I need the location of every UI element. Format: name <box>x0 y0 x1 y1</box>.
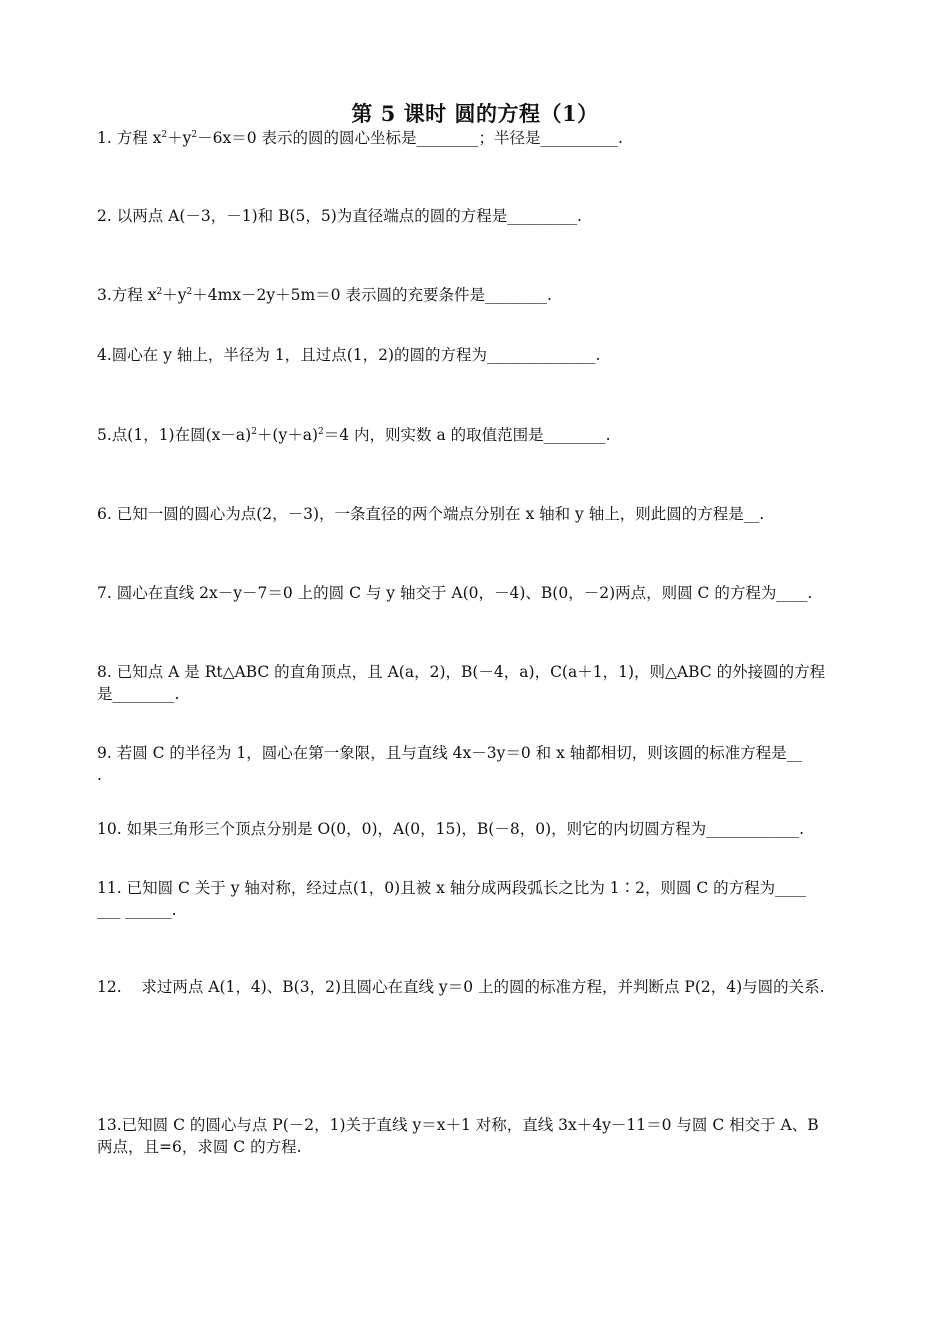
question-10 <box>97 818 857 840</box>
superscript: 2 <box>156 286 163 297</box>
question-text: ＝4 内，则实数 a 的取值范围是________. <box>323 426 611 444</box>
question-4 <box>97 344 857 366</box>
question-5 <box>97 424 857 446</box>
question-text: 2. 以两点 A(－3，－1)和 B(5，5)为直径端点的圆的方程是_________. <box>97 207 582 225</box>
question-7 <box>97 582 857 604</box>
question-8 <box>97 661 857 705</box>
question-text: －6x＝0 表示的圆的圆心坐标是________；半径是__________. <box>197 129 623 147</box>
question-12 <box>97 976 857 998</box>
question-text: ＋(y＋a) <box>256 426 319 444</box>
question-1 <box>97 127 857 149</box>
question-text: 11. 已知圆 C 关于 y 轴对称，经过点(1，0)且被 x 轴分成两段弧长之比为 1∶2，则圆 C 的方程为____ ___ ______. <box>97 879 807 919</box>
question-3 <box>97 284 857 306</box>
superscript: 2 <box>186 286 193 297</box>
superscript: 2 <box>191 129 198 140</box>
question-text: 13.已知圆 C 的圆心与点 P(－2，1)关于直线 y＝x＋1 对称，直线 3x＋4y－11＝0 与圆 C 相交于 A、B 两点，且=6，求圆 C 的方程. <box>97 1116 819 1156</box>
question-text: 9. 若圆 C 的半径为 1，圆心在第一象限，且与直线 4x－3y＝0 和 x 轴都相切，则该圆的标准方程是__ . <box>97 744 803 784</box>
question-text: 3.方程 x <box>97 286 157 304</box>
question-text: ＋y <box>167 129 192 147</box>
question-text: 1. 方程 x <box>97 129 162 147</box>
question-text: 5.点(1，1)在圆(x－a) <box>97 426 252 444</box>
superscript: 2 <box>318 426 324 437</box>
question-6 <box>97 503 857 525</box>
page-title: 第 5 课时 圆的方程（1） <box>351 101 599 126</box>
question-13 <box>97 1114 857 1158</box>
question-text: 12. 求过两点 A(1，4)、B(3，2)且圆心在直线 y＝0 上的圆的标准方程，并判断点 P(2，4)与圆的关系. <box>97 978 825 996</box>
question-9 <box>97 742 857 786</box>
superscript: 2 <box>161 129 168 140</box>
question-text: 7. 圆心在直线 2x－y－7＝0 上的圆 C 与 y 轴交于 A(0，－4)、B(0，－2)两点，则圆 C 的方程为____. <box>97 584 813 602</box>
question-text: ＋y <box>162 286 187 304</box>
question-text: 8. 已知点 A 是 Rt△ABC 的直角顶点，且 A(a，2)，B(－4，a)，C(a＋1，1)，则△ABC 的外接圆的方程 是________. <box>97 663 826 703</box>
question-11 <box>97 877 857 921</box>
question-2 <box>97 205 857 227</box>
question-text: 6. 已知一圆的圆心为点(2，－3)，一条直径的两个端点分别在 x 轴和 y 轴上，则此圆的方程是__. <box>97 505 765 523</box>
question-text: 10. 如果三角形三个顶点分别是 O(0，0)，A(0，15)，B(－8，0)，则它的内切圆方程为____________. <box>97 820 805 838</box>
superscript: 2 <box>251 426 257 437</box>
question-text: ＋4mx－2y＋5m＝0 表示圆的充要条件是________. <box>192 286 552 304</box>
question-text: 4.圆心在 y 轴上，半径为 1，且过点(1，2)的圆的方程为______________. <box>97 346 601 364</box>
